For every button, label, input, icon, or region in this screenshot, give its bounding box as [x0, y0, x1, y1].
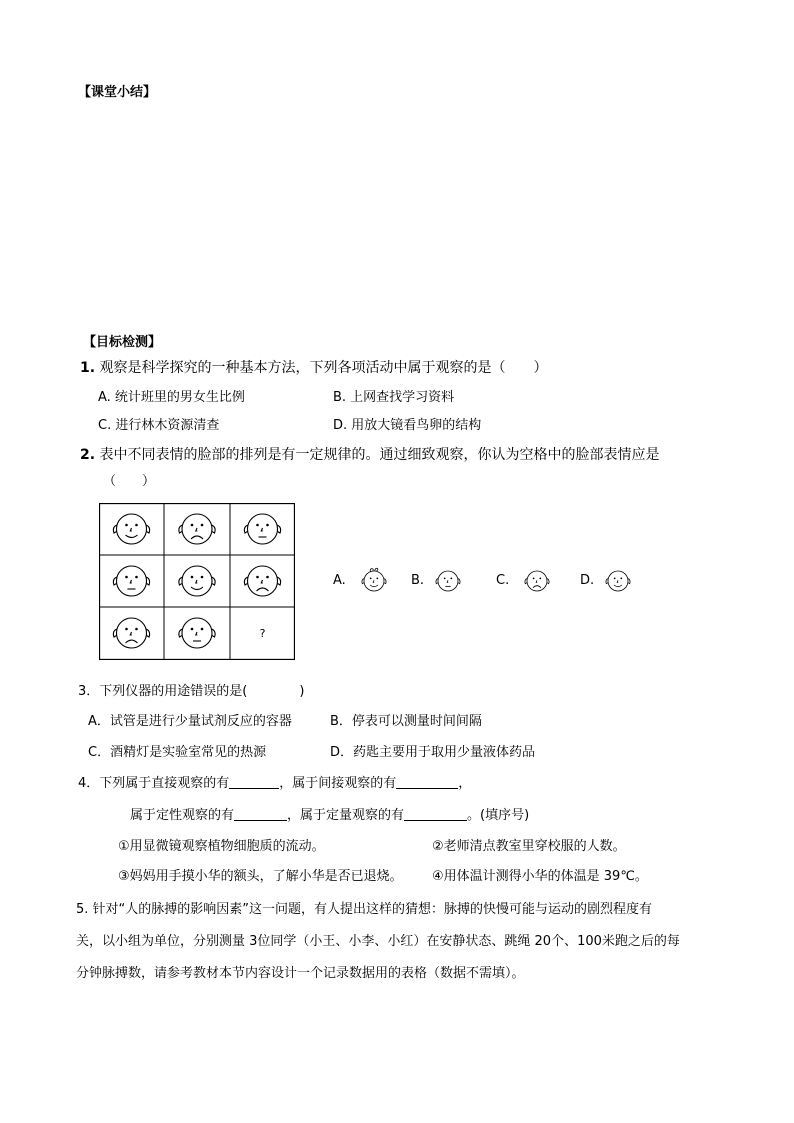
q4-item-3: ③妈妈用手摸小华的额头，了解小华是否已退烧。	[118, 869, 403, 884]
q3-stem: 3．下列仪器的用途错误的是( )	[78, 684, 305, 699]
q2-choice-a-face-icon	[357, 566, 391, 594]
q2-choice-b-face-icon	[431, 566, 465, 594]
q3-option-b: B．停表可以测量时间间隔	[330, 714, 482, 729]
q4-item-2: ②老师清点教室里穿校服的人数。	[432, 839, 626, 854]
q3-option-d: D．药匙主要用于取用少量液体药品	[330, 745, 536, 760]
grid-face-frown-icon	[113, 618, 149, 648]
q4-line-1	[78, 772, 471, 791]
grid-face-flat-icon	[113, 566, 149, 596]
q4-qualitative-blank[interactable]	[234, 806, 287, 821]
grid-face-frown-icon	[244, 566, 280, 596]
face-grid-table	[99, 503, 295, 660]
q5-line-2: 关，以小组为单位，分别测量 3位同学（小王、小李、小红）在安静状态、跳绳 20个、100米跑之后的每	[76, 934, 680, 949]
q1-stem	[80, 357, 548, 377]
grid-cell-unknown	[260, 627, 266, 640]
grid-face-smile-icon	[179, 566, 215, 596]
q4-item-1: ①用显微镜观察植物细胞质的流动。	[118, 839, 325, 854]
q4-line-2	[130, 804, 529, 823]
q4-indirect-blank[interactable]	[396, 774, 458, 789]
q4-direct-label: 4．下列属于直接观察的有	[78, 776, 230, 791]
q4-quantitative-label: ，属于定量观察的有	[287, 808, 405, 823]
q4-fill-note: 。(填序号)	[467, 808, 530, 823]
q1-number: 1.	[80, 360, 96, 376]
q1-option-d: D. 用放大镜看鸟卵的结构	[333, 418, 482, 433]
grid-face-flat-icon	[179, 618, 215, 648]
q2-choice-b-label: B.	[411, 573, 425, 588]
q1-stem-text: 观察是科学探究的一种基本方法，下列各项活动中属于观察的是（ ）	[99, 360, 548, 376]
q2-choice-c-face-icon	[520, 566, 554, 594]
q1-option-c: C. 进行林木资源清查	[98, 418, 220, 433]
q2-choice-c-label: C.	[496, 573, 510, 588]
q4-indirect-label: ，属于间接观察的有	[279, 776, 397, 791]
q4-quantitative-blank[interactable]	[404, 806, 467, 821]
q2-answer-paren: （ ）	[103, 474, 156, 489]
q2-choice-d-face-icon	[601, 566, 635, 594]
q4-direct-blank[interactable]	[229, 774, 279, 789]
q5-line-3: 分钟脉搏数，请参考教材本节内容设计一个记录数据用的表格（数据不需填）。	[76, 966, 525, 981]
q2-choice-d-label: D.	[580, 573, 595, 588]
check-heading: 【目标检测】	[83, 335, 162, 350]
q4-item-4: ④用体温计测得小华的体温是 39℃。	[432, 869, 648, 884]
q4-qualitative-label: 属于定性观察的有	[130, 808, 235, 823]
q5-line-1: 5. 针对“人的脉搏的影响因素”这一问题，有人提出这样的猜想：脉搏的快慢可能与运动的剧烈程度有	[76, 902, 653, 917]
q2-number: 2.	[80, 447, 96, 463]
q3-option-c: C．酒精灯是实验室常见的热源	[88, 745, 267, 760]
q2-stem	[80, 444, 660, 464]
q2-stem-text: 表中不同表情的脸部的排列是有一定规律的。通过细致观察，你认为空格中的脸部表情应是	[99, 447, 660, 463]
q3-option-a: A．试管是进行少量试剂反应的容器	[88, 714, 292, 729]
q4-line1-comma: ，	[458, 776, 472, 791]
q1-option-b: B. 上网查找学习资料	[333, 390, 455, 405]
grid-face-flat-icon	[244, 514, 280, 544]
svg-text:?: ?	[259, 627, 266, 640]
q1-option-a: A. 统计班里的男女生比例	[98, 390, 245, 405]
grid-face-smile-icon	[113, 514, 149, 544]
q2-choice-a-label: A.	[333, 573, 346, 588]
summary-heading: 【课堂小结】	[78, 85, 157, 100]
grid-face-frown-icon	[179, 514, 215, 544]
